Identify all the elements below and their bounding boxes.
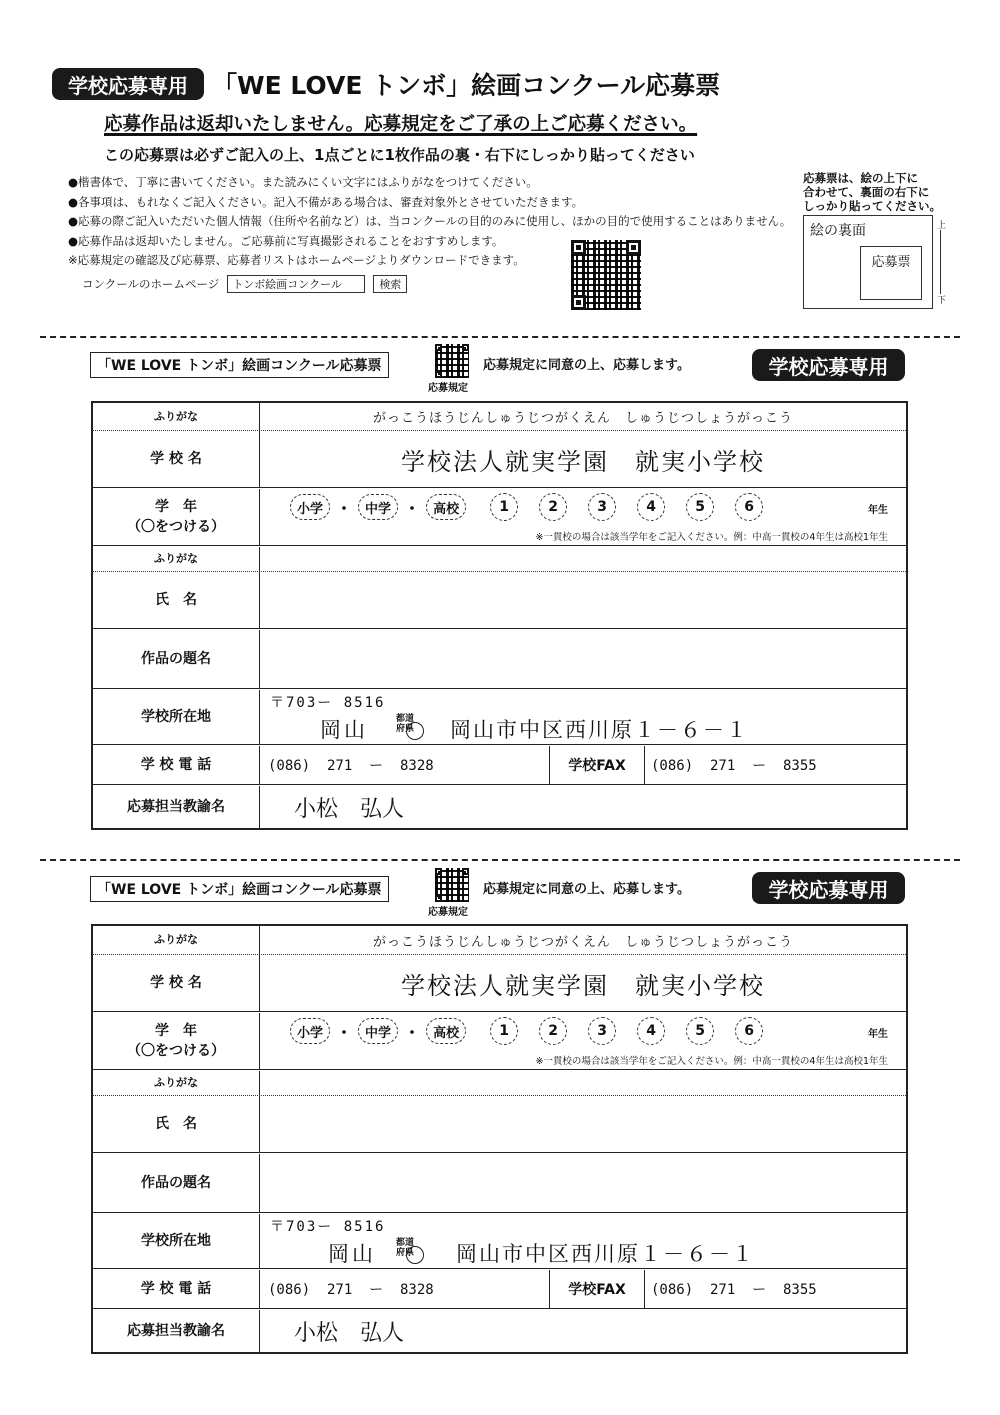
student-furigana-label: ふりがな <box>93 547 260 571</box>
school-furigana-value: がっこうほうじんしゅうじつがくえん しゅうじつしょうがっこう <box>372 934 793 950</box>
artwork-back-diagram <box>803 215 933 309</box>
prefecture-mark: 都道 府県 <box>396 714 414 734</box>
homepage-search-button: 検索 <box>373 275 407 293</box>
rules-qr-code <box>435 344 469 378</box>
grade-level-junior-high[interactable]: 中学 <box>358 494 398 520</box>
rules-qr-code <box>435 868 469 902</box>
work-title-label: 作品の題名 <box>93 630 260 688</box>
agreement-text: 応募規定に同意の上、応募します。 <box>483 358 690 373</box>
teacher-label: 応募担当教諭名 <box>93 1310 260 1352</box>
page-title: 「WE LOVE トンボ」絵画コンクール応募票 <box>212 71 721 100</box>
note-item: ●応募の際ご記入いただいた個人情報（住所や名前など）は、当コンクールの目的のみに使用し、ほかの目的で使用することはありません。 <box>68 214 792 228</box>
address-value: 岡山市中区西川原１－６－１ <box>450 718 749 742</box>
fax-label: 学校FAX <box>549 1270 645 1308</box>
grade-label: 学 年 （〇をつける） <box>93 489 260 545</box>
homepage-row <box>82 275 407 293</box>
fax-label: 学校FAX <box>549 746 645 784</box>
grade-number-3[interactable]: 3 <box>588 493 616 521</box>
school-name-label: 学 校 名 <box>93 955 260 1011</box>
student-furigana-label: ふりがな <box>93 1071 260 1095</box>
entry-form-table: ふりがな がっこうほうじんしゅうじつがくえん しゅうじつしょうがっこう 学 校 名 学校法人就実学園 就実小学校 学 年 （〇をつける） 小学 ・ 中学 ・ 高校 1 2 3 4 5 6 年生 ※一貫校の場合は該当学年をご記入ください。例：中高一貫校の4年生は高校1年生 ふりがな 氏 名 作品の題名 学校所在地 〒703ー 8516 岡山 都道 府県 岡山市中区西川原１－６－１ 学 校 電 話 (086) 271 ー 8328 学校FAX (086) 271 ー 8355 応募担当教諭名 小松 弘人 <box>91 924 908 1354</box>
phone-value: (086) 271 ー 8328 <box>268 758 434 774</box>
work-title-field[interactable] <box>260 1154 906 1212</box>
school-furigana-value: がっこうほうじんしゅうじつがくえん しゅうじつしょうがっこう <box>372 411 793 426</box>
note-item: ●楷書体で、丁寧に書いてください。また読みにくい文字にはふりがなをつけてください。 <box>68 175 538 189</box>
grade-level-high-school[interactable]: 高校 <box>426 1018 466 1044</box>
grade-number-6[interactable]: 6 <box>735 1017 763 1045</box>
grade-number-5[interactable]: 5 <box>686 493 714 521</box>
grade-level-junior-high[interactable]: 中学 <box>358 1018 398 1044</box>
subtitle-instructions: この応募票は必ずご記入の上、1点ごとに1枚作品の裏・右下にしっかり貼ってください <box>104 146 695 164</box>
furigana-label: ふりがな <box>93 926 260 954</box>
orientation-arrow: 上 下 <box>937 221 947 306</box>
subtitle-no-return: 応募作品は返却いたしません。応募規定をご了承の上ご応募ください。 <box>104 114 698 135</box>
homepage-search-field: トンボ絵画コンクール <box>227 275 365 293</box>
diagram-instruction: 応募票は、絵の上下に 合わせて、裏面の右下に しっかり貼ってください。 <box>803 171 941 213</box>
student-name-field[interactable] <box>260 572 906 628</box>
cut-line <box>40 859 960 861</box>
furigana-label: ふりがな <box>93 403 260 430</box>
grade-number-6[interactable]: 6 <box>735 493 763 521</box>
grade-level-high-school[interactable]: 高校 <box>426 494 466 520</box>
phone-value: (086) 271 ー 8328 <box>268 1282 434 1298</box>
work-title-label: 作品の題名 <box>93 1154 260 1212</box>
teacher-value: 小松 弘人 <box>294 796 405 822</box>
school-name-label: 学 校 名 <box>93 431 260 487</box>
agreement-text: 応募規定に同意の上、応募します。 <box>483 882 690 897</box>
teacher-label: 応募担当教諭名 <box>93 786 260 828</box>
grade-level-elementary[interactable]: 小学 <box>290 1018 330 1044</box>
school-entry-badge: 学校応募専用 <box>752 349 905 381</box>
prefecture-value: 岡山 <box>328 1242 376 1266</box>
rules-qr-caption: 応募規定 <box>428 383 468 394</box>
school-entry-badge: 学校応募専用 <box>52 68 204 100</box>
grade-number-5[interactable]: 5 <box>686 1017 714 1045</box>
homepage-label: コンクールのホームページ <box>82 277 220 291</box>
school-entry-badge: 学校応募専用 <box>752 872 905 904</box>
student-furigana-field[interactable] <box>260 547 906 571</box>
grade-number-4[interactable]: 4 <box>637 493 665 521</box>
form-title: 「WE LOVE トンボ」絵画コンクール応募票 <box>90 352 389 378</box>
artwork-back-label: 絵の裏面 <box>810 223 866 239</box>
student-furigana-field[interactable] <box>260 1071 906 1095</box>
phone-label: 学 校 電 話 <box>93 746 260 784</box>
postal-code: 〒703ー 8516 <box>270 1219 386 1235</box>
phone-label: 学 校 電 話 <box>93 1270 260 1308</box>
form-title: 「WE LOVE トンボ」絵画コンクール応募票 <box>90 876 389 902</box>
grade-note: ※一貫校の場合は該当学年をご記入ください。例：中高一貫校の4年生は高校1年生 <box>535 1056 888 1067</box>
note-item: ●応募作品は返却いたしません。ご応募前に写真撮影されることをおすすめします。 <box>68 233 504 248</box>
grade-suffix: 年生 <box>868 1029 888 1040</box>
address-label: 学校所在地 <box>93 690 260 744</box>
cut-line <box>40 336 960 338</box>
address-label: 学校所在地 <box>93 1214 260 1268</box>
entry-form-table: ふりがな がっこうほうじんしゅうじつがくえん しゅうじつしょうがっこう 学 校 名 学校法人就実学園 就実小学校 学 年 （〇をつける） 小学 ・ 中学 ・ 高校 1 2 3 4 5 6 年生 ※一貫校の場合は該当学年をご記入ください。例：中高一貫校の4年生は高校1年生 ふりがな 氏 名 作品の題名 学校所在地 〒703ー 8516 岡山 都道 府県 岡山市中区西川原１－６－１ 学 校 電 話 (086) 271 ー 8328 学校FAX (086) 271 ー 8355 応募担当教諭名 小松 弘人 <box>91 401 908 830</box>
grade-number-4[interactable]: 4 <box>637 1017 665 1045</box>
grade-number-2[interactable]: 2 <box>539 493 567 521</box>
student-name-label: 氏 名 <box>93 1096 260 1152</box>
fax-value: (086) 271 ー 8355 <box>651 758 817 774</box>
school-name-value: 学校法人就実学園 就実小学校 <box>401 971 765 1000</box>
student-name-label: 氏 名 <box>93 572 260 628</box>
homepage-qr-code <box>571 240 641 310</box>
grade-number-1[interactable]: 1 <box>490 1017 518 1045</box>
address-value: 岡山市中区西川原１－６－１ <box>456 1242 755 1266</box>
fax-value: (086) 271 ー 8355 <box>651 1282 817 1298</box>
note-item: ●各事項は、もれなくご記入ください。記入不備がある場合は、審査対象外とさせていただきます。 <box>68 194 584 209</box>
work-title-field[interactable] <box>260 630 906 688</box>
prefecture-mark: 都道 府県 <box>396 1238 414 1258</box>
grade-number-3[interactable]: 3 <box>588 1017 616 1045</box>
grade-level-elementary[interactable]: 小学 <box>290 494 330 520</box>
notes-list <box>68 173 791 271</box>
grade-label: 学 年 （〇をつける） <box>93 1013 260 1069</box>
rules-qr-caption: 応募規定 <box>428 907 468 918</box>
teacher-value: 小松 弘人 <box>294 1320 405 1346</box>
note-item: ※応募規定の確認及び応募票、応募者リストはホームページよりダウンロードできます。 <box>68 253 525 267</box>
grade-suffix: 年生 <box>868 505 888 516</box>
grade-note: ※一貫校の場合は該当学年をご記入ください。例：中高一貫校の4年生は高校1年生 <box>535 532 888 543</box>
school-name-value: 学校法人就実学園 就実小学校 <box>401 447 765 476</box>
prefecture-value: 岡山 <box>320 718 368 742</box>
grade-number-1[interactable]: 1 <box>490 493 518 521</box>
student-name-field[interactable] <box>260 1096 906 1152</box>
postal-code: 〒703ー 8516 <box>270 695 386 711</box>
grade-number-2[interactable]: 2 <box>539 1017 567 1045</box>
slip-label: 応募票 <box>860 246 922 300</box>
